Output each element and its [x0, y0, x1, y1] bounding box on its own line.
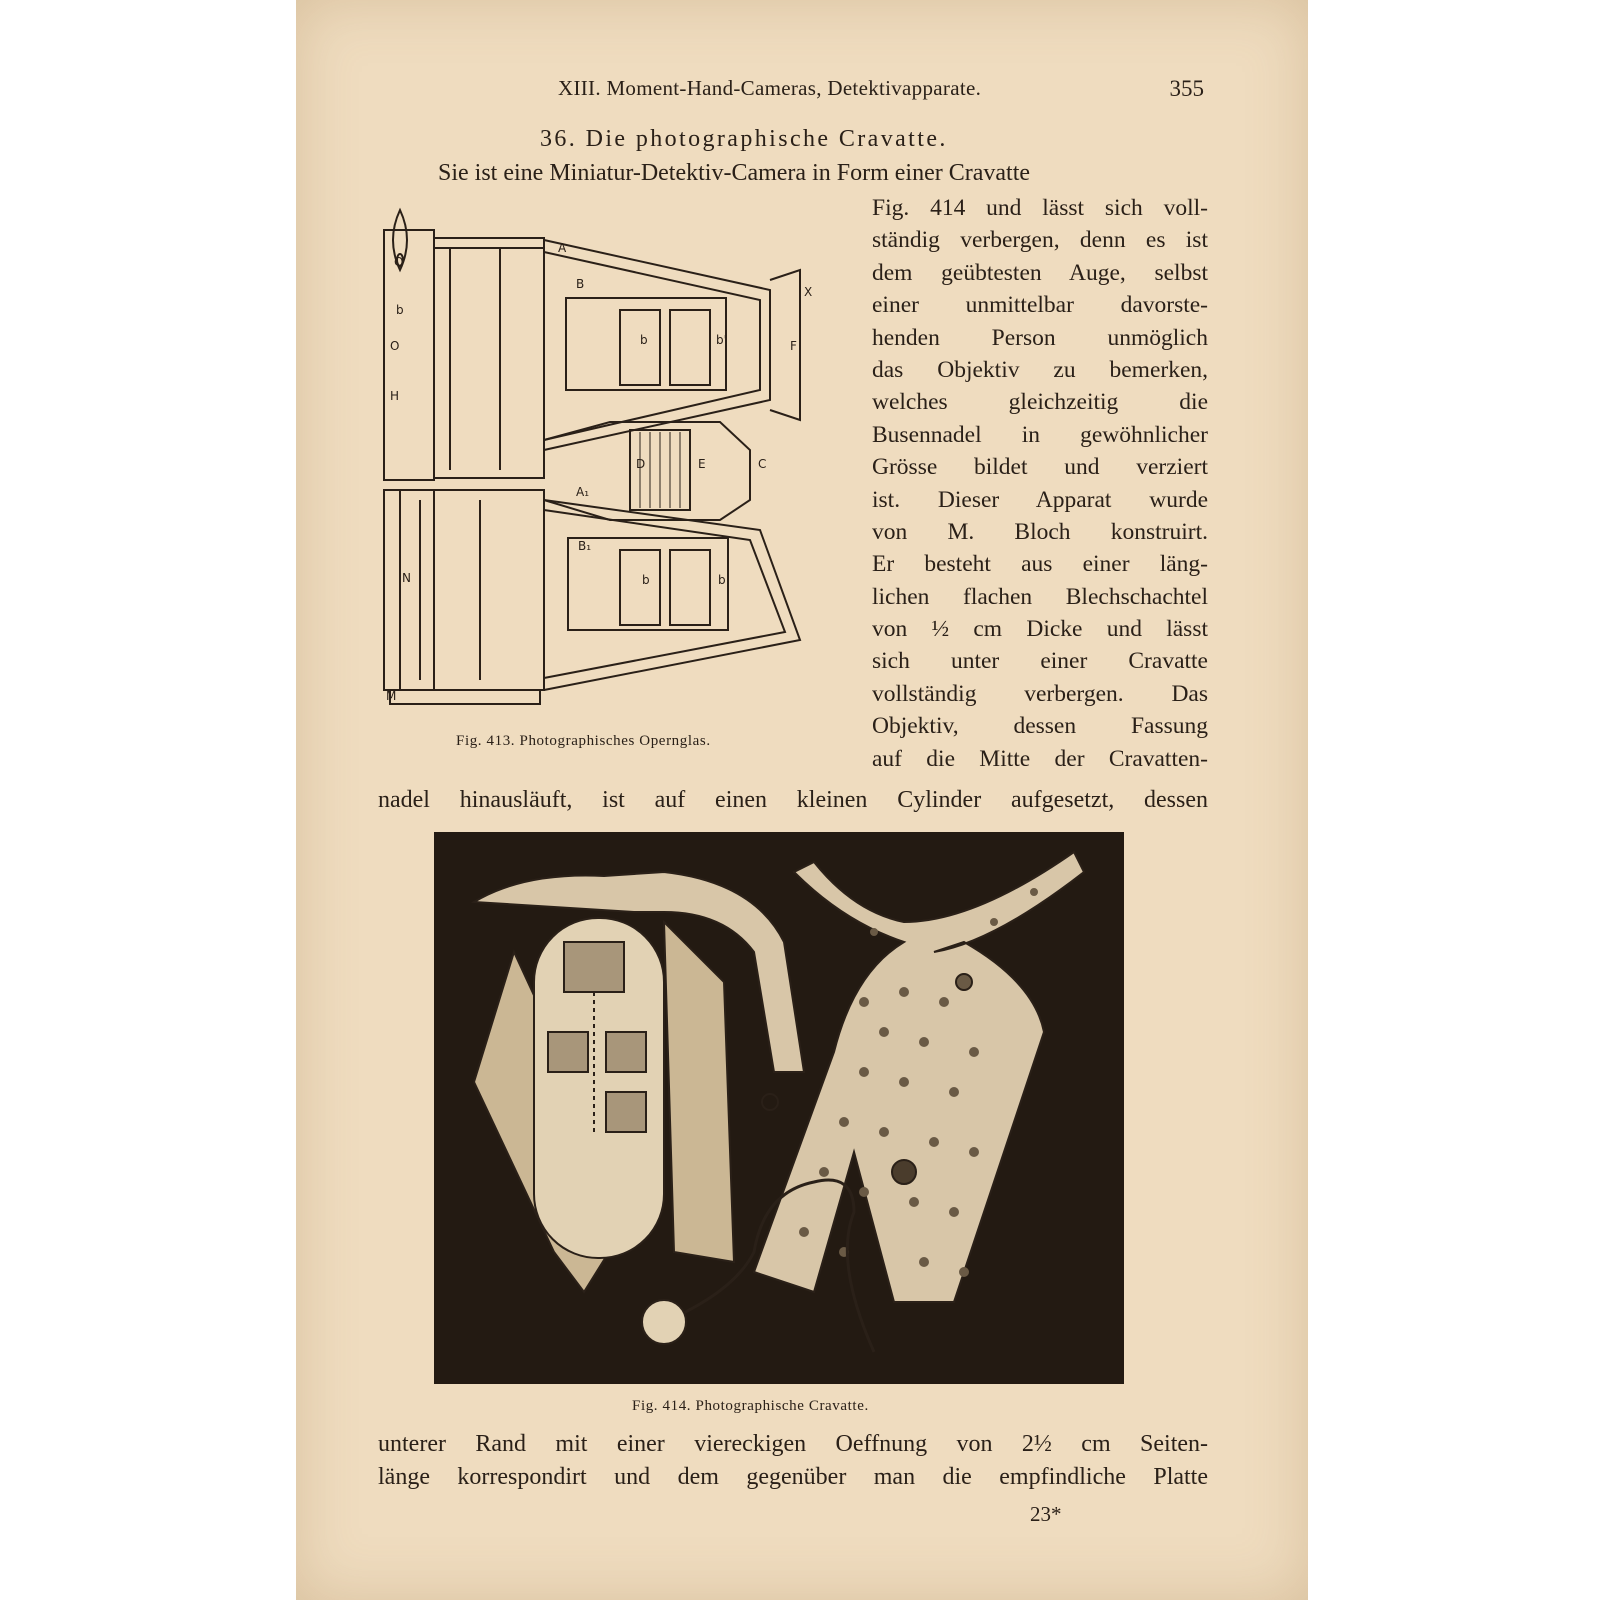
- text-line: vollständig verbergen. Das: [872, 680, 1208, 707]
- section-title: 36. Die photographische Cravatte.: [540, 126, 948, 152]
- text-line: auf die Mitte der Cravatten-: [872, 745, 1208, 772]
- intro-line: Sie ist eine Miniatur-Detektiv-Camera in Form einer Cravatte: [438, 160, 1031, 186]
- text-line: henden Person unmöglich: [872, 324, 1208, 351]
- svg-text:O: O: [394, 255, 404, 269]
- text-line: dem geübtesten Auge, selbst: [872, 259, 1208, 286]
- right-text-column: [872, 192, 1208, 775]
- text-line: von ½ cm Dicke und lässt: [872, 616, 1208, 643]
- figure-413-caption: Fig. 413. Photographisches Opernglas.: [456, 733, 711, 749]
- svg-text:A: A: [558, 241, 567, 255]
- running-head: XIII. Moment-Hand-Cameras, Detektivapparate.: [558, 76, 982, 100]
- text-line: ist. Dieser Apparat wurde: [872, 486, 1208, 513]
- figure-414-cravat-engraving: [434, 832, 1124, 1392]
- svg-text:b: b: [640, 333, 648, 347]
- svg-text:D: D: [636, 457, 646, 471]
- text-line: Busennadel in gewöhnlicher: [872, 421, 1208, 448]
- svg-text:B: B: [576, 277, 585, 291]
- text-line: Objektiv, dessen Fassung: [872, 713, 1208, 740]
- text-line: das Objektiv zu bemerken,: [872, 356, 1208, 383]
- svg-text:O: O: [390, 339, 400, 353]
- svg-text:b: b: [396, 303, 404, 317]
- figure-413-opera-glass-drawing: [380, 200, 820, 720]
- svg-text:A₁: A₁: [576, 485, 590, 499]
- svg-text:B₁: B₁: [578, 539, 592, 553]
- full-width-text-line: nadel hinausläuft, ist auf einen kleinen Cylinder aufgesetzt, dessen: [378, 787, 1208, 813]
- svg-text:H: H: [390, 389, 400, 403]
- svg-text:M: M: [386, 689, 397, 703]
- text-line: Fig. 414 und lässt sich voll-: [872, 195, 1208, 221]
- svg-text:b: b: [718, 573, 726, 587]
- svg-text:b': b': [716, 333, 727, 347]
- text-line: lichen flachen Blechschachtel: [872, 583, 1208, 610]
- svg-text:X: X: [804, 285, 813, 299]
- signature-mark: 23*: [1030, 1502, 1062, 1526]
- svg-text:E: E: [698, 457, 706, 471]
- svg-text:F: F: [790, 339, 797, 353]
- text-line: ständig verbergen, denn es ist: [872, 227, 1208, 254]
- svg-text:b: b: [642, 573, 650, 587]
- full-width-text-line: länge korrespondirt und dem gegenüber man die empfindliche Platte: [378, 1464, 1208, 1490]
- book-page: [296, 0, 1308, 1600]
- page-number: 355: [1169, 76, 1204, 101]
- svg-text:C: C: [758, 457, 767, 471]
- text-line: sich unter einer Cravatte: [872, 648, 1208, 675]
- svg-text:N: N: [402, 571, 411, 585]
- full-width-text-line: unterer Rand mit einer viereckigen Oeffnung von 2½ cm Seiten-: [378, 1431, 1208, 1457]
- figure-414-caption: Fig. 414. Photographische Cravatte.: [632, 1398, 869, 1414]
- text-line: Grösse bildet und verziert: [872, 454, 1208, 481]
- text-line: Er besteht aus einer läng-: [872, 551, 1208, 578]
- text-line: einer unmittelbar davorste-: [872, 292, 1208, 319]
- text-line: welches gleichzeitig die: [872, 389, 1208, 416]
- text-line: von M. Bloch konstruirt.: [872, 518, 1208, 545]
